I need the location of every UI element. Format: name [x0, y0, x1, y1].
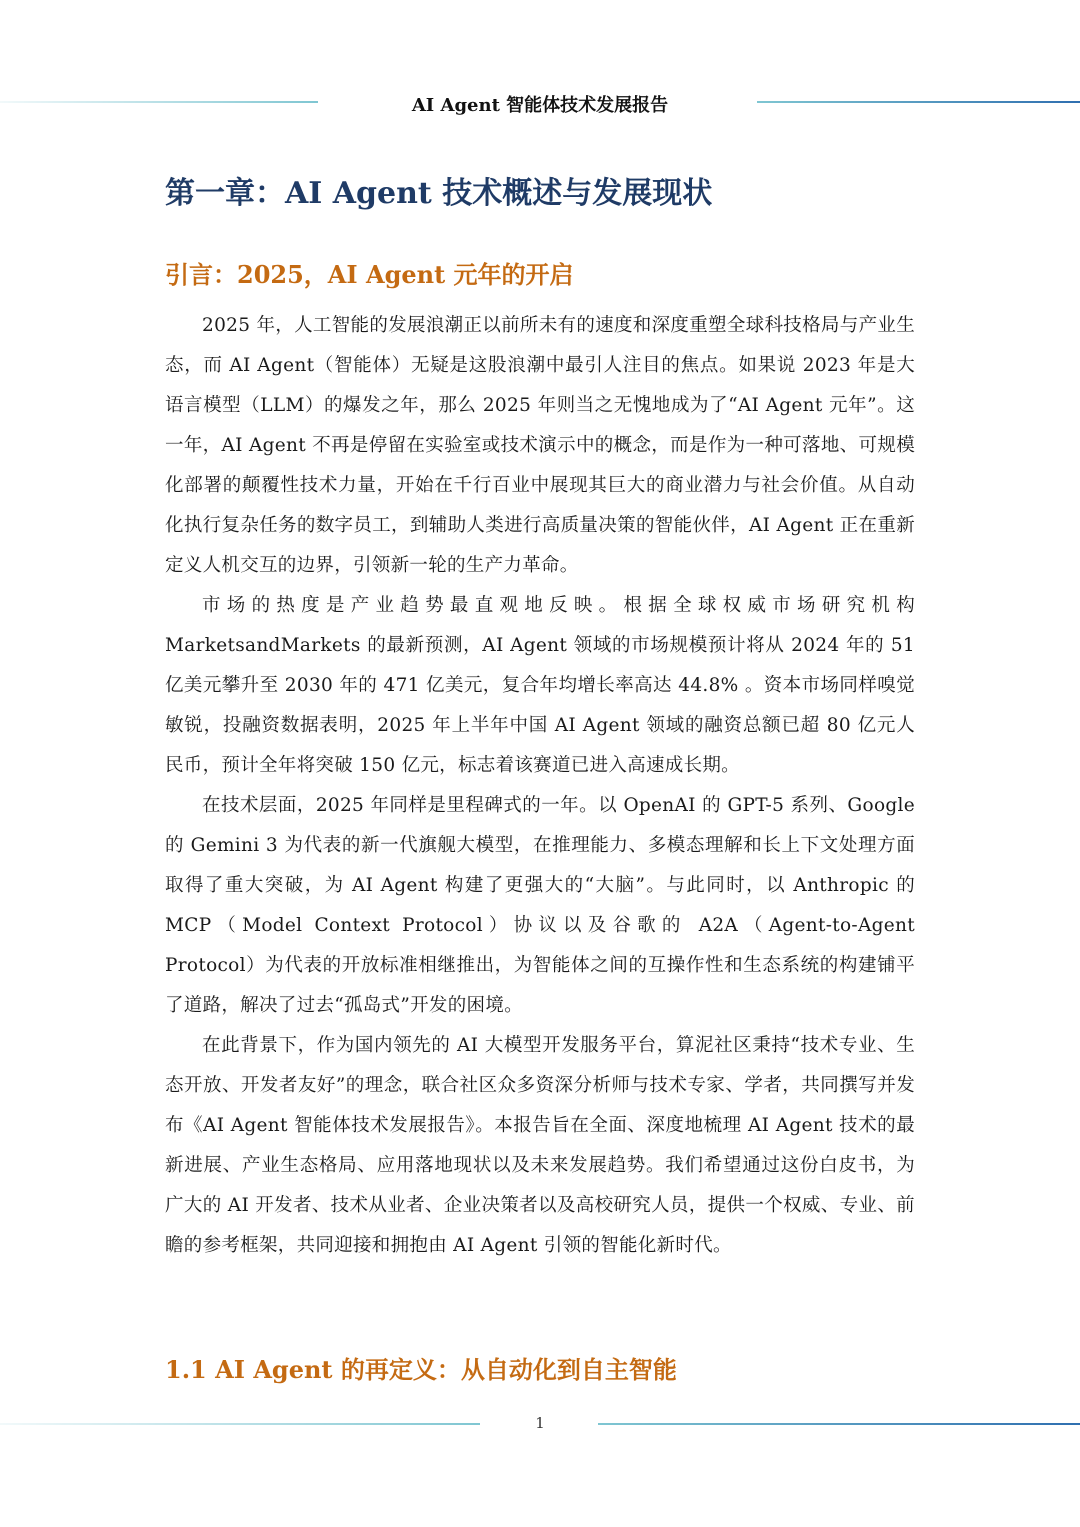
page-number: 1: [535, 1414, 545, 1432]
paragraph: 市场的热度是产业趋势最直观地反映。根据全球权威市场研究机构 MarketsandMarkets 的最新预测，AI Agent 领域的市场规模预计将从 2024 年的 51 亿美元攀升至 2030 年的 471 亿美元，复合年均增长率高达 44.8% 。资本市场同样嗅觉敏锐，投融资数据表明，2025 年上半年中国 AI Agent 领域的融资总额已超 80 亿元人民币，预计全年将突破 150 亿元，标志着该赛道已进入高速成长期。: [165, 595, 915, 776]
paragraph: 在此背景下，作为国内领先的 AI 大模型开发服务平台，算泥社区秉持“技术专业、生态开放、开发者友好”的理念，联合社区众多资深分析师与技术专家、学者，共同撰写并发布《AI Agent 智能体技术发展报告》。本报告旨在全面、深度地梳理 AI Agent 技术的最新进展、产业生态格局、应用落地现状以及未来发展趋势。我们希望通过这份白皮书，为广大的 AI 开发者、技术从业者、企业决策者以及高校研究人员，提供一个权威、专业、前瞻的参考框架，共同迎接和拥抱由 AI Agent 引领的智能化新时代。: [165, 1035, 915, 1256]
section-title-1-1: 1.1 AI Agent 的再定义：从自动化到自主智能: [165, 1355, 677, 1384]
paragraph: 2025 年，人工智能的发展浪潮正以前所未有的速度和深度重塑全球科技格局与产业生态，而 AI Agent（智能体）无疑是这股浪潮中最引人注目的焦点。如果说 2023 年是大语言模型（LLM）的爆发之年，那么 2025 年则当之无愧地成为了“AI Agent 元年”。这一年，AI Agent 不再是停留在实验室或技术演示中的概念，而是作为一种可落地、可规模化部署的颠覆性技术力量，开始在千行百业中展现其巨大的商业潜力与社会价值。从自动化执行复杂任务的数字员工，到辅助人类进行高质量决策的智能伙伴，AI Agent 正在重新定义人机交互的边界，引领新一轮的生产力革命。: [165, 315, 915, 576]
chapter-title: 第一章：AI Agent 技术概述与发展现状: [165, 176, 713, 211]
body-text: [165, 306, 915, 1266]
running-header-title: AI Agent 智能体技术发展报告: [411, 95, 669, 116]
section-title-intro: 引言：2025，AI Agent 元年的开启: [165, 260, 574, 289]
paragraph: 在技术层面，2025 年同样是里程碑式的一年。以 OpenAI 的 GPT-5 系列、Google 的 Gemini 3 为代表的新一代旗舰大模型，在推理能力、多模态理解和长上下文处理方面取得了重大突破，为 AI Agent 构建了更强大的“大脑”。与此同时，以 Anthropic 的 MCP（Model Context Protocol）协议以及谷歌的 A2A（Agent-to-Agent Protocol）为代表的开放标准相继推出，为智能体之间的互操作性和生态系统的构建铺平了道路，解决了过去“孤岛式”开发的困境。: [165, 795, 915, 1016]
